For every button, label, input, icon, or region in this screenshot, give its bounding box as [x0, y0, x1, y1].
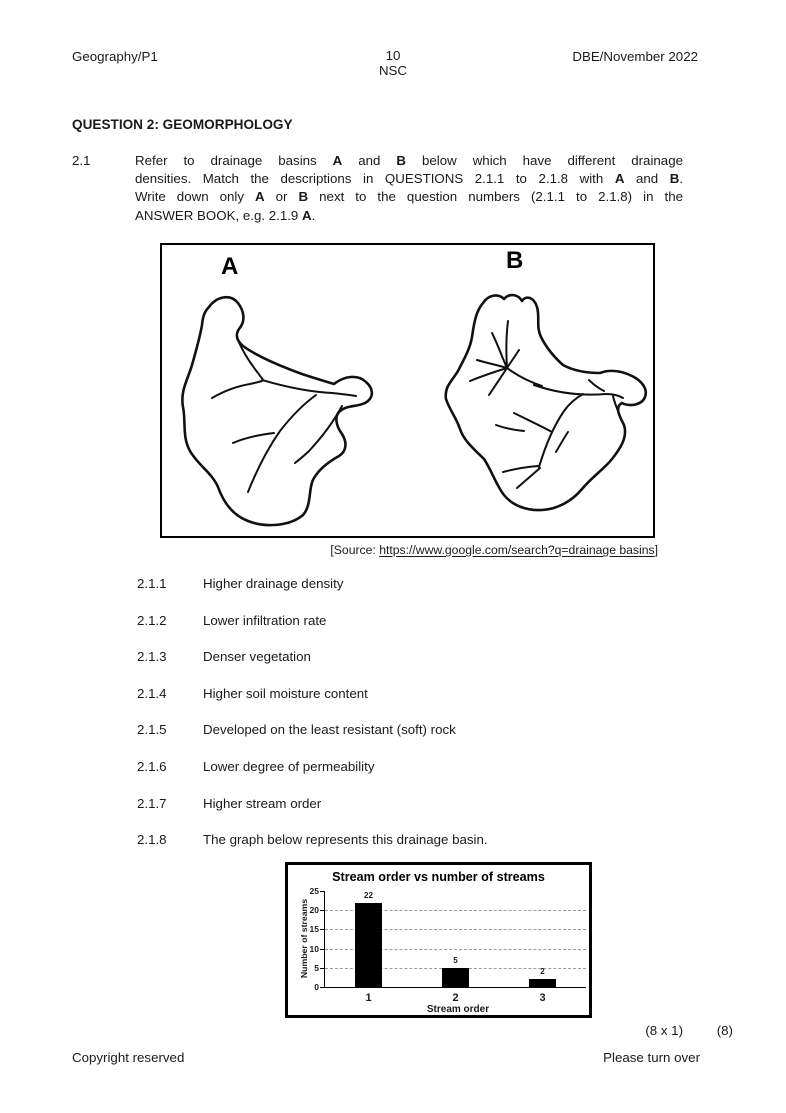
page-number: 10 — [385, 48, 401, 63]
paragraph-line — [135, 152, 683, 170]
bar-value-label: 22 — [364, 890, 373, 900]
question-item — [137, 833, 683, 847]
figure-source — [330, 541, 658, 559]
bar — [355, 903, 382, 987]
y-tick-mark — [320, 949, 325, 950]
question-text: Lower infiltration rate — [203, 612, 327, 628]
question-number: 2.1.3 — [137, 649, 167, 665]
bold-text: A — [614, 171, 625, 187]
question-text: Higher drainage density — [203, 576, 344, 591]
bold-text: A — [302, 207, 312, 223]
question-number: 2.1.1 — [137, 576, 167, 591]
source-prefix: [Source: — [330, 543, 380, 557]
x-tick-label: 3 — [539, 992, 546, 1004]
question-number: 2.1.6 — [137, 759, 167, 774]
question-2-1-number: 2.1 — [72, 153, 91, 168]
y-tick-label: 20 — [309, 905, 319, 916]
paragraph-line — [135, 170, 683, 188]
question-list — [137, 577, 683, 877]
text: Refer to drainage basins — [135, 153, 333, 168]
x-tick-label: 1 — [365, 992, 372, 1004]
question-number: 2.1.2 — [137, 612, 167, 628]
question-text: Denser vegetation — [203, 649, 311, 665]
text: or — [264, 189, 299, 205]
question-item — [137, 614, 683, 628]
question-item — [137, 797, 683, 811]
nsc-label: NSC — [378, 63, 408, 78]
y-tick-label: 25 — [309, 886, 319, 896]
footer-turn-over: Please turn over — [603, 1050, 700, 1065]
paragraph-line — [135, 188, 683, 206]
question-text: The graph below represents this drainage basin. — [203, 832, 488, 848]
chart-x-axis-title: Stream order — [426, 1004, 490, 1015]
y-tick-label: 10 — [309, 943, 319, 954]
chart-y-axis-title: Number of streams — [299, 898, 309, 979]
footer-copyright: Copyright reserved — [72, 1050, 185, 1065]
question-text: Lower degree of permeability — [203, 759, 375, 774]
question-number: 2.1.7 — [137, 795, 167, 811]
bar-value-label: 5 — [453, 955, 458, 965]
text: below which have different drainage — [406, 153, 683, 168]
question-number: 2.1.8 — [137, 832, 167, 848]
text: and — [342, 153, 397, 168]
basin-b-label: B — [506, 247, 524, 274]
text: . — [311, 207, 316, 223]
question-item — [137, 577, 683, 591]
text: and — [624, 171, 670, 187]
question-item — [137, 650, 683, 664]
question-item — [137, 687, 683, 701]
basin-a-outline — [182, 297, 372, 525]
y-tick-mark — [320, 929, 325, 930]
bold-text: B — [396, 153, 407, 168]
question-text: Higher soil moisture content — [203, 685, 368, 701]
y-tick-label: 0 — [314, 982, 319, 992]
y-tick-mark — [320, 987, 325, 988]
basin-a-drawing — [182, 297, 372, 525]
stream-order-chart — [285, 862, 592, 1018]
question-item — [137, 760, 683, 774]
question-text: Developed on the least resistant (soft) rock — [203, 722, 456, 738]
chart-plot-area — [309, 886, 586, 1004]
bar-value-label: 2 — [540, 967, 545, 977]
text: . — [679, 171, 684, 187]
marks-total: (8) — [716, 1023, 733, 1038]
text: next to the question numbers (2.1.1 to 2.1.8) in the — [308, 189, 683, 205]
bar — [529, 979, 556, 987]
bold-text: B — [669, 171, 680, 187]
y-tick-label: 5 — [314, 962, 319, 973]
paragraph-line — [135, 207, 683, 225]
text: ANSWER BOOK, e.g. 2.1.9 — [135, 207, 303, 223]
x-tick-label: 2 — [452, 992, 459, 1004]
bold-text: A — [255, 189, 265, 205]
chart-title: Stream order vs number of streams — [332, 870, 545, 884]
question-number: 2.1.5 — [137, 722, 167, 738]
source-suffix: ] — [654, 543, 658, 557]
basin-b-drawing — [446, 295, 646, 510]
text: Write down only — [135, 189, 256, 205]
question-2-1-text — [135, 152, 683, 225]
drainage-basins-drawing — [162, 245, 653, 536]
text: densities. Match the descriptions in QUESTIONS 2.1.1 to 2.1.8 with — [135, 171, 615, 187]
source-url[interactable]: https://www.google.com/search?q=drainage basins — [379, 543, 655, 557]
header-exam-session: DBE/November 2022 — [572, 49, 698, 64]
bold-text: A — [332, 153, 343, 168]
y-tick-mark — [320, 968, 325, 969]
marks-calculation: (8 x 1) — [645, 1023, 683, 1038]
basin-a-label: A — [221, 253, 239, 280]
question-number: 2.1.4 — [137, 685, 167, 701]
question-text: Higher stream order — [203, 795, 322, 811]
bold-text: B — [298, 189, 309, 205]
question-item — [137, 723, 683, 737]
drainage-basins-figure — [160, 243, 655, 538]
question-heading: QUESTION 2: GEOMORPHOLOGY — [72, 117, 293, 132]
bar — [442, 968, 469, 987]
y-tick-label: 15 — [309, 924, 319, 935]
y-tick-mark — [320, 910, 325, 911]
header-paper-title: Geography/P1 — [72, 49, 158, 64]
